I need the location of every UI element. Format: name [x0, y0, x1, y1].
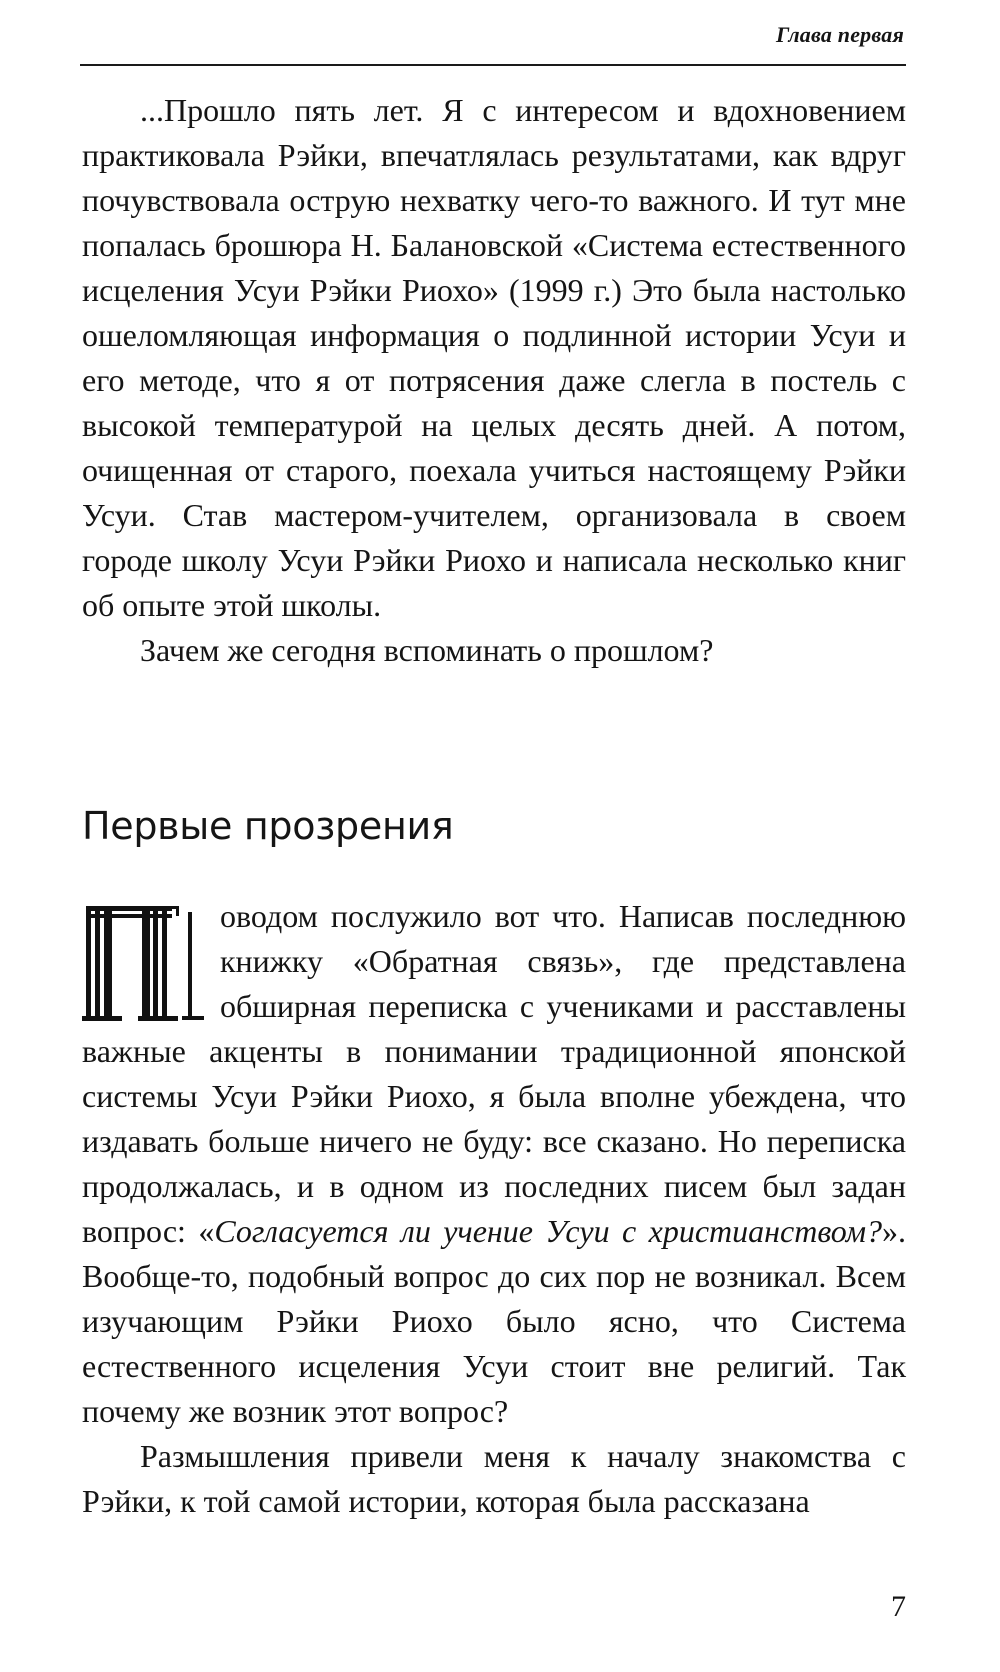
paragraph-recollection: ...Прошло пять лет. Я с интересом и вдохновением практиковала Рэйки, впечатлялась результатами, как вдруг почувствовала острую нехватку чего-то важного. И тут мне попалась брошюра Н. Балановской «Система естественного исцеления Усуи Рэйки Риохо» (1999 г.) Это была настолько ошеломляющая информация о подлинной истории Усуи и его методе, что я от потрясения даже слегла в постель с высокой температурой на целых десять дней. А потом, очищенная от старого, поехала учиться настоящему Рэйки Усуи. Став мастером-учителем, организовала в своем городе школу Усуи Рэйки Риохо и написала несколько книг об опыте этой школы. [82, 92, 906, 623]
section-text-block [82, 894, 906, 1524]
header-rule [80, 64, 906, 66]
opening-lead-text: оводом послужило вот что. Написав последнюю книжку «Обратная связь», где представлена обширная переписка с учениками и расставлены важные акценты в понимании традиционной японской системы Усуи Рэйки Риохо, я была вполне убеждена, что издавать больше ничего не буду: все сказано. Но переписка продолжалась, и в одном из последних писем был задан вопрос: « [82, 898, 906, 1249]
opening-tail-text: ». Вообще-то, подобный вопрос до сих пор не возникал. Всем изучающим Рэйки Риохо было ясно, что Система естественного исцеления Усуи стоит вне религий. Так почему же возник этот вопрос? [82, 1213, 907, 1429]
paragraph-reflection: Размышления привели меня к началу знакомства с Рэйки, к той самой истории, которая была рассказана [82, 1438, 906, 1519]
section-title: Первые прозрения [82, 804, 454, 848]
drop-cap-letter-icon [82, 902, 204, 1024]
opening-italic-question: Согласуется ли учение Усуи с христианством? [214, 1213, 883, 1249]
drop-cap [82, 902, 204, 1024]
running-head: Глава первая [776, 22, 904, 47]
top-text-block [82, 88, 906, 673]
page-number: 7 [891, 1590, 906, 1623]
paragraph-opening [82, 894, 906, 1434]
paragraph-question: Зачем же сегодня вспоминать о прошлом? [140, 632, 714, 668]
